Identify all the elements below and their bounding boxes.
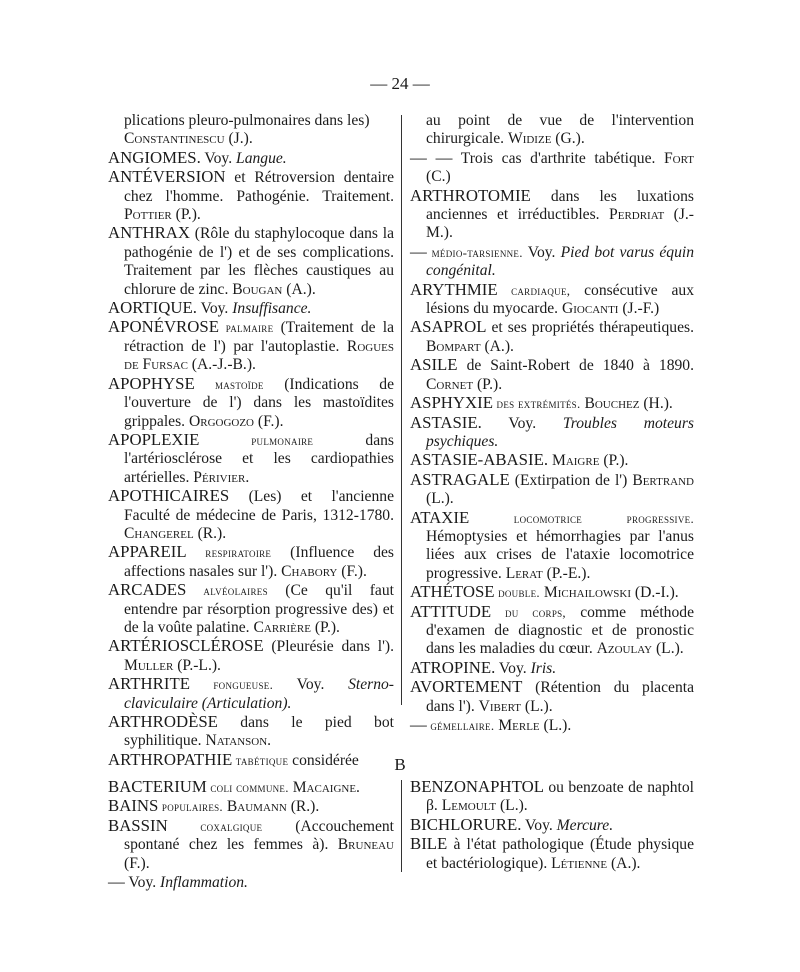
entry-text: (Accouchement spontané chez les femmes à).: [124, 817, 394, 854]
entry-text: (Extirpation de l'): [509, 471, 633, 489]
entry-subheading: coli commune.: [206, 780, 289, 795]
entry-author: Michailowski (D.-I.).: [543, 584, 679, 602]
entry-author: Constantinescu (J.).: [124, 130, 253, 148]
index-entry: [410, 583, 694, 602]
entry-headword: BACTERIUM: [108, 777, 207, 796]
entry-text: Voy.: [196, 300, 233, 318]
entry-text: considérée: [288, 751, 359, 769]
page-number: — 24 —: [370, 74, 430, 93]
entry-cross-reference: Insuffisance.: [232, 300, 312, 318]
entry-author: Vibert (L.).: [478, 697, 553, 715]
entry-subheading: gémellaire.: [426, 718, 495, 733]
index-entry: [410, 816, 694, 835]
entry-author: Carrière (P.).: [253, 618, 340, 636]
index-entry: [108, 168, 394, 224]
entry-author: Rogues de Fursac (A.-J.-B.).: [124, 337, 394, 374]
entry-text: et Rétroversion dentaire chez l'homme. Pathogénie. Traitement.: [124, 169, 394, 205]
index-entry: [108, 431, 394, 487]
entry-text: plications pleuro-pulmonaires dans les): [124, 112, 370, 129]
entry-cross-reference: Iris.: [530, 659, 557, 677]
entry-headword: ARTHRODÈSE: [108, 712, 218, 731]
entry-text: dans le pied bot syphilitique.: [124, 714, 394, 750]
index-entry: [108, 637, 394, 675]
entry-text: Hémoptysies et hémorrhagies par l'anus liées aux crises de l'ataxie locomotrice progressive.: [426, 527, 694, 582]
entry-subheading: tabétique: [232, 752, 289, 768]
entry-text: consécutive aux lésions du myocarde.: [426, 281, 694, 318]
entry-text: au point de vue de l'intervention chirurgicale.: [426, 112, 694, 148]
entry-cross-reference: Pied bot varus équin congénital.: [426, 243, 695, 280]
index-entry: [410, 678, 694, 716]
entry-headword: ASTASIE.: [410, 412, 482, 432]
index-entry: [108, 873, 394, 892]
entry-cross-reference: Inflammation.: [160, 874, 248, 892]
entry-headword: ANTÉVERSION: [108, 167, 226, 187]
entry-headword: ANGIOMES.: [108, 147, 201, 167]
entry-author: Natanson.: [205, 732, 272, 750]
entry-text: (Ce qu'il faut entendre par résorption progressive des) et de la voûte palatine.: [124, 582, 394, 636]
entry-author: Létienne (A.).: [551, 854, 641, 872]
entry-text: Voy.: [124, 874, 161, 892]
entry-text: Voy.: [495, 659, 531, 677]
index-entry: [410, 659, 694, 678]
entry-headword: APOTHICAIRES: [108, 486, 230, 506]
entry-text: ou benzoate de naphtol β.: [426, 779, 694, 815]
index-entry: [108, 581, 394, 637]
index-entry: [410, 509, 694, 584]
index-entry: [410, 451, 694, 470]
entry-author: Giocanti (J.-F.): [561, 300, 660, 318]
entry-text: Voy.: [200, 149, 237, 167]
entry-cross-reference: Sterno-claviculaire (Articulation).: [124, 676, 394, 712]
index-entry: [410, 471, 694, 509]
entry-text: (Traitement de la rétraction de l') par l'autoplastie.: [124, 319, 394, 355]
entry-text: (Rôle du staphylocoque dans la pathogénie de l') et de ses complications. Traitement par les flèches caustiques au chlorure de zinc.: [124, 225, 394, 298]
index-entry: [410, 603, 694, 659]
entry-subheading: locomotrice progressive.: [469, 510, 694, 526]
entry-headword: APONÉVROSE: [108, 317, 219, 337]
index-entry: [108, 149, 394, 168]
index-entry: [410, 149, 694, 187]
index-entry: [108, 778, 394, 797]
entry-author: Perdriat (J.-M.).: [426, 206, 695, 242]
upper-right-column: [410, 112, 694, 735]
entry-headword: ARYTHMIE: [410, 279, 498, 299]
entry-author: Bertrand (L.).: [426, 471, 694, 508]
entry-author: Bompart (A.).: [426, 337, 514, 355]
entry-subheading: populaires.: [158, 799, 223, 815]
lower-right-column: [410, 778, 694, 873]
upper-left-column: [108, 112, 394, 770]
entry-text: Voy.: [521, 816, 557, 834]
index-entry: [108, 299, 394, 318]
entry-headword: ASPHYXIE: [410, 393, 493, 413]
index-entry: [410, 112, 694, 149]
entry-text: Voy.: [481, 414, 563, 432]
entry-cross-reference: Langue.: [236, 149, 287, 167]
lower-column-divider: [401, 780, 402, 872]
entry-author: Chabory (F.).: [281, 562, 367, 580]
entry-text: (Pleurésie dans l').: [263, 638, 394, 656]
entry-author: Widize (G.).: [507, 130, 585, 148]
entry-headword: ARCADES: [108, 580, 187, 600]
index-entry: [108, 112, 394, 130]
index-entry: [108, 318, 394, 374]
entry-author: Bougan (A.).: [232, 280, 316, 298]
entry-author: Baumann (R.).: [226, 798, 320, 816]
index-entry: [108, 817, 394, 873]
entry-headword: BENZONAPHTOL: [410, 777, 544, 796]
entry-headword: ATHÉTOSE: [410, 582, 495, 602]
entry-text: Voy.: [273, 676, 349, 694]
entry-author: Maigre (P.).: [551, 452, 629, 470]
index-entry: [108, 487, 394, 543]
index-entry: [410, 318, 694, 356]
entry-author: Merle (L.).: [498, 717, 572, 734]
index-entry: [410, 414, 694, 452]
entry-headword: BILE: [410, 834, 448, 854]
entry-headword: ATTITUDE: [410, 601, 492, 621]
entry-headword: ARTÉRIOSCLÉROSE: [108, 636, 264, 656]
entry-headword: ARTHROTOMIE: [410, 185, 531, 205]
entry-subheading: coxalgique: [167, 818, 263, 834]
entry-text: dans l'artériosclérose et les cardiopathies artérielles.: [124, 431, 394, 486]
entry-headword: —: [410, 241, 427, 261]
entry-subheading: du corps,: [491, 604, 566, 620]
index-entry: [108, 713, 394, 751]
entry-headword: — —: [410, 147, 453, 167]
entry-author: Fort (C.): [426, 149, 694, 186]
entry-headword: ATAXIE: [410, 507, 470, 527]
entry-text: Trois cas d'arthrite tabétique.: [452, 149, 664, 167]
entry-headword: APOPLEXIE: [108, 429, 200, 449]
entry-subheading: pulmonaire: [199, 432, 314, 448]
entry-text: (Rétention du placenta dans l').: [426, 679, 694, 715]
entry-headword: ASAPROL: [410, 317, 487, 337]
entry-headword: AVORTEMENT: [410, 677, 523, 697]
entry-headword: APOPHYSE: [108, 373, 195, 393]
entry-subheading: double.: [494, 585, 540, 601]
entry-author: Lemoult (L.).: [441, 797, 528, 815]
entry-text: (Influence des affections nasales sur l').: [124, 544, 394, 580]
entry-subheading: mastoïde: [194, 376, 264, 392]
entry-headword: BAINS: [108, 796, 159, 816]
section-letter: B: [394, 755, 406, 774]
upper-column-divider: [401, 115, 402, 705]
entry-subheading: alvéolaires: [186, 583, 268, 599]
entry-author: Macaigne.: [292, 779, 360, 796]
entry-headword: AORTIQUE.: [108, 298, 197, 318]
entry-text: comme méthode d'examen de diagnostic et de pronostic dans les maladies du cœur.: [426, 603, 694, 658]
entry-author: Azoulay (L.).: [596, 640, 684, 658]
index-entry: [410, 243, 694, 281]
entry-text: de Saint-Robert de 1840 à 1890.: [457, 357, 694, 375]
index-entry: [108, 797, 394, 816]
entry-text: dans les luxations anciennes et irréductibles.: [426, 187, 694, 224]
entry-text: Voy.: [522, 243, 561, 261]
index-entry: [410, 356, 694, 394]
entry-subheading: des extrémités.: [492, 396, 581, 412]
entry-headword: BICHLORURE.: [410, 814, 522, 834]
entry-headword: ASTASIE-ABASIE.: [410, 450, 549, 470]
index-entry: [108, 675, 394, 713]
entry-headword: APPAREIL: [108, 542, 187, 562]
entry-subheading: respiratoire: [186, 545, 272, 561]
entry-headword: ASTRAGALE: [410, 469, 510, 489]
entry-author: Lerat (P.-E.).: [505, 564, 591, 582]
index-entry: [410, 835, 694, 873]
entry-subheading: fongueuse.: [189, 677, 274, 693]
index-entry: [108, 543, 394, 581]
index-entry: [108, 375, 394, 431]
entry-subheading: palmaire: [218, 320, 274, 336]
entry-headword: —: [108, 872, 125, 892]
entry-author: Orgogozo (F.).: [188, 412, 284, 430]
index-entry: [410, 778, 694, 816]
entry-author: Changerel (R.).: [124, 524, 227, 542]
entry-subheading: cardiaque,: [497, 282, 571, 298]
entry-cross-reference: Troubles moteurs psychiques.: [426, 414, 694, 450]
index-entry: [410, 716, 694, 735]
index-entry: [410, 281, 694, 319]
entry-author: Bruneau (F.).: [124, 836, 394, 872]
entry-text: à l'état pathologique (Étude physique et bactériologique).: [426, 836, 694, 872]
entry-headword: ASILE: [410, 355, 458, 375]
entry-cross-reference: Mercure.: [556, 816, 614, 834]
entry-author: Bouchez (H.).: [584, 395, 673, 413]
index-entry: [108, 224, 394, 299]
index-entry: [410, 187, 694, 243]
index-entry: [410, 394, 694, 413]
entry-text: et ses propriétés thérapeutiques.: [486, 319, 694, 337]
lower-left-column: [108, 778, 394, 892]
entry-headword: ATROPINE.: [410, 657, 496, 677]
entry-subheading: médio-tarsienne.: [426, 244, 523, 260]
entry-author: Périvier.: [193, 468, 250, 486]
entry-headword: ARTHRITE: [108, 674, 190, 694]
entry-text: (Indications de l'ouverture de l') dans les mastoïdites grippales.: [124, 375, 394, 430]
entry-headword: —: [410, 715, 427, 734]
entry-headword: ARTHROPATHIE: [108, 749, 233, 769]
entry-headword: ANTHRAX: [108, 223, 191, 243]
entry-text: (Les) et l'ancienne Faculté de médecine de Paris, 1312-1780.: [124, 488, 394, 524]
index-entry: [108, 130, 394, 148]
entry-author: Pottier (P.).: [124, 206, 201, 224]
entry-headword: BASSIN: [108, 815, 168, 835]
entry-author: Muller (P.-L.).: [124, 656, 221, 674]
entry-author: Cornet (P.).: [426, 375, 503, 393]
